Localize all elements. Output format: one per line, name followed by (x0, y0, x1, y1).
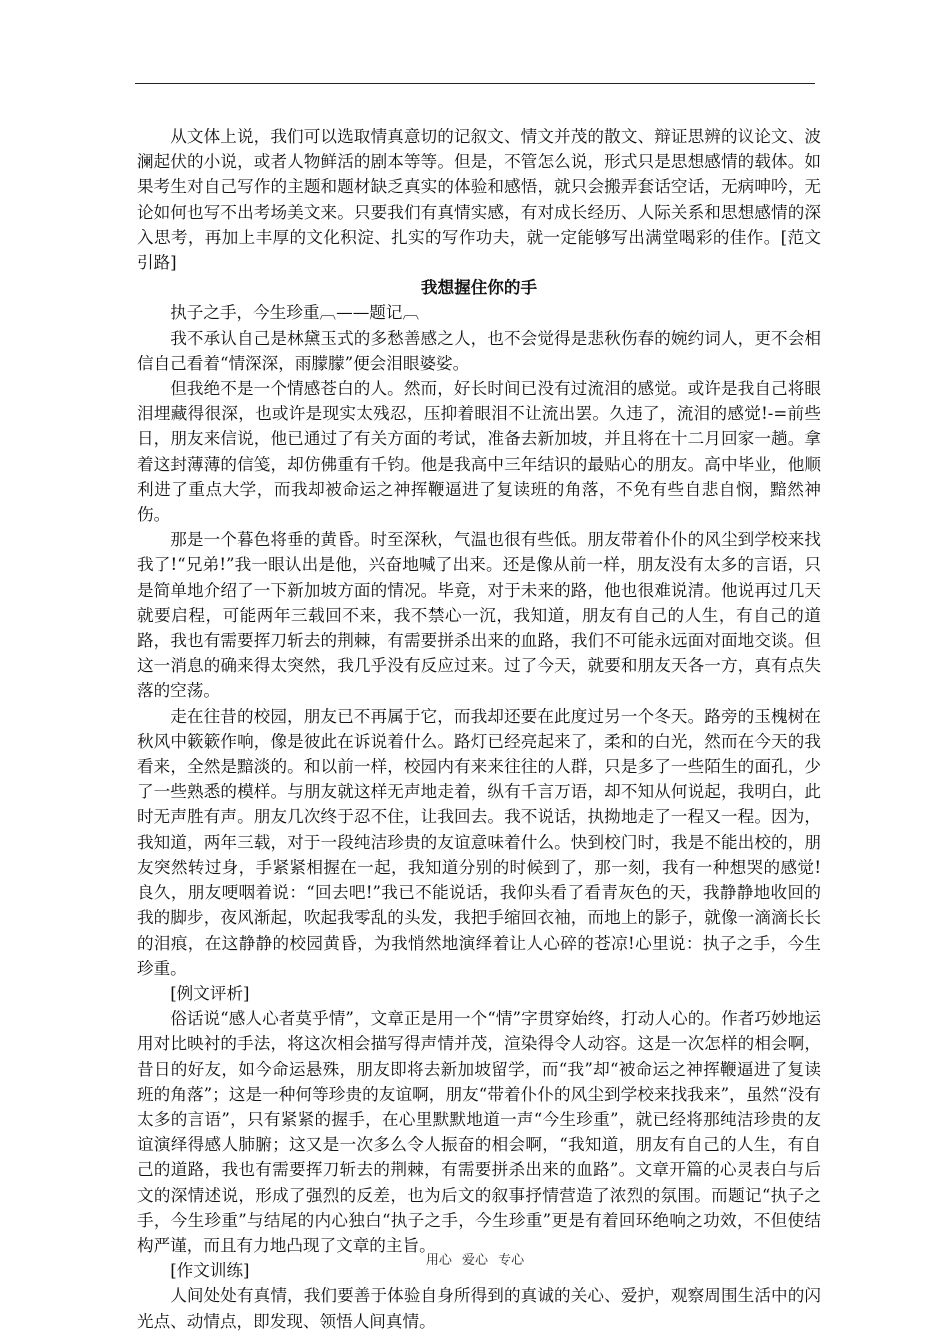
training-paragraph: 人间处处有真情，我们要善于体验自身所得到的真诚的关心、爱护，观察周围生活中的闪光点、动情点，即发现、领悟人间真情。 (137, 1286, 821, 1331)
essay-paragraph: 但我绝不是一个情感苍白的人。然而，好长时间已没有过流泪的感觉。或许是我自己将眼泪埋藏得很深，也或许是现实太残忍，压抑着眼泪不让流出罢。久违了，流泪的感觉!-=前些日，朋友来信说，他已通过了有关方面的考试，准备去新加坡，并且将在十二月回家一趟。拿着这封薄薄的信笺，却仿佛重有千钧。他是我高中三年结识的最贴心的朋友。高中毕业，他顺利进了重点大学，而我却被命运之神挥鞭逼进了复读班的角落，不免有些自悲自悯，黯然神伤。 (137, 379, 821, 525)
essay-title: 我想握住你的手 (420, 277, 538, 298)
essay-paragraph: 我不承认自己是林黛玉式的多愁善感之人，也不会觉得是悲秋伤春的婉约词人，更不会相信自己看着“情深深，雨朦朦”便会泪眼婆娑。 (137, 328, 821, 373)
essay-paragraph: 走在往昔的校园，朋友已不再属于它，而我却还要在此度过另一个冬天。路旁的玉槐树在秋风中簌簌作响，像是彼此在诉说着什么。路灯已经亮起来了，柔和的白光，然而在今天的我看来，全然是黯淡的。和以前一样，校园内有来来往往的人群，只是多了一些陌生的面孔，少了一些熟悉的模样。与朋友就这样无声地走着，纵有千言万语，却不知从何说起，我明白，此时无声胜有声。朋友几次终于忍不住，让我回去。我不说话，执拗地走了一程又一程。因为，我知道，两年三载，对于一段纯洁珍贵的友谊意味着什么。快到校门时，我是不能出校的，朋友突然转过身，手紧紧相握在一起，我知道分别的时候到了，那一刻，我有一种想哭的感觉!良久，朋友哽咽着说：“回去吧!”我已不能说话，我仰头看了看青灰色的天，我静静地收回的我的脚步，夜风渐起，吹起我零乱的头发，我把手缩回衣袖，而地上的影子，就像一滴滴长长的泪痕，在这静静的校园黄昏，为我悄然地演绎着让人心碎的苍凉!心里说：执子之手，今生珍重。 (137, 706, 821, 978)
document-body (137, 124, 821, 1334)
intro-paragraph: 从文体上说，我们可以选取情真意切的记叙文、情文并茂的散文、辩证思辨的议论文、波澜起伏的小说，或者人物鲜活的剧本等等。但是，不管怎么说，形式只是思想感情的载体。如果考生对自己写作的主题和题材缺乏真实的体验和感悟，就只会搬弄套话空话，无病呻吟，无论如何也写不出考场美文来。只要我们有真情实感，有对成长经历、人际关系和思想感情的深入思考，再加上丰厚的文化积淀、扎实的写作功夫，就一定能够写出满堂喝彩的佳作。[范文引路] (137, 127, 821, 273)
page-footer: 用心 爱心 专心 (425, 1253, 525, 1268)
essay-paragraph: 那是一个暮色将垂的黄昏。时至深秋，气温也很有些低。朋友带着仆仆的风尘到学校来找我了!“兄弟!”我一眼认出是他，兴奋地喊了出来。还是像从前一样，朋友没有太多的言语，只是简单地介绍了一下新加坡方面的情况。毕竟，对于未来的路，他也很难说清。他说再过几天就要启程，可能两年三载回不来，我不禁心一沉，我知道，朋友有自己的人生，有自己的道路，我也有需要挥刀斩去的荆棘，有需要拼杀出来的血路，我们不可能永远面对面地交谈。但这一消息的确来得太突然，我几乎没有反应过来。过了今天，就要和朋友天各一方，真有点失落的空荡。 (137, 530, 821, 701)
epigraph: 执子之手，今生珍重︹——题记︹ (170, 303, 420, 323)
analysis-paragraph: 俗话说“感人心者莫乎情”，文章正是用一个“情”字贯穿始终，打动人心的。作者巧妙地运用对比映衬的手法，将这次相会描写得声情并茂，渲染得令人动容。这是一次怎样的相会啊，昔日的好友，如今命运悬殊，朋友即将去新加坡留学，而“我”却“被命运之神挥鞭逼进了复读班的角落”；这是一种何等珍贵的友谊啊，朋友“带着仆仆的风尘到学校来找我来”，虽然“没有太多的言语”，只有紧紧的握手，在心里默默地道一声“今生珍重”，就已经将那纯洁珍贵的友谊演绎得感人肺腑；这又是一次多么令人振奋的相会啊，“我知道，朋友有自己的人生，有自己的道路，我也有需要挥刀斩去的荆棘，有需要拼杀出来的血路”。文章开篇的心灵表白与后文的深情述说，形成了强烈的反差，也为后文的叙事抒情营造了浓烈的氛围。而题记“执子之手，今生珍重”与结尾的内心独白“执子之手，今生珍重”更是有着回环绝响之功效，不但使结构严谨，而且有力地凸现了文章的主旨。 (137, 1009, 821, 1255)
header-rule (135, 83, 815, 84)
section-heading-analysis: [例文评析] (170, 983, 250, 1003)
section-heading-training: [作文训练] (170, 1261, 250, 1281)
